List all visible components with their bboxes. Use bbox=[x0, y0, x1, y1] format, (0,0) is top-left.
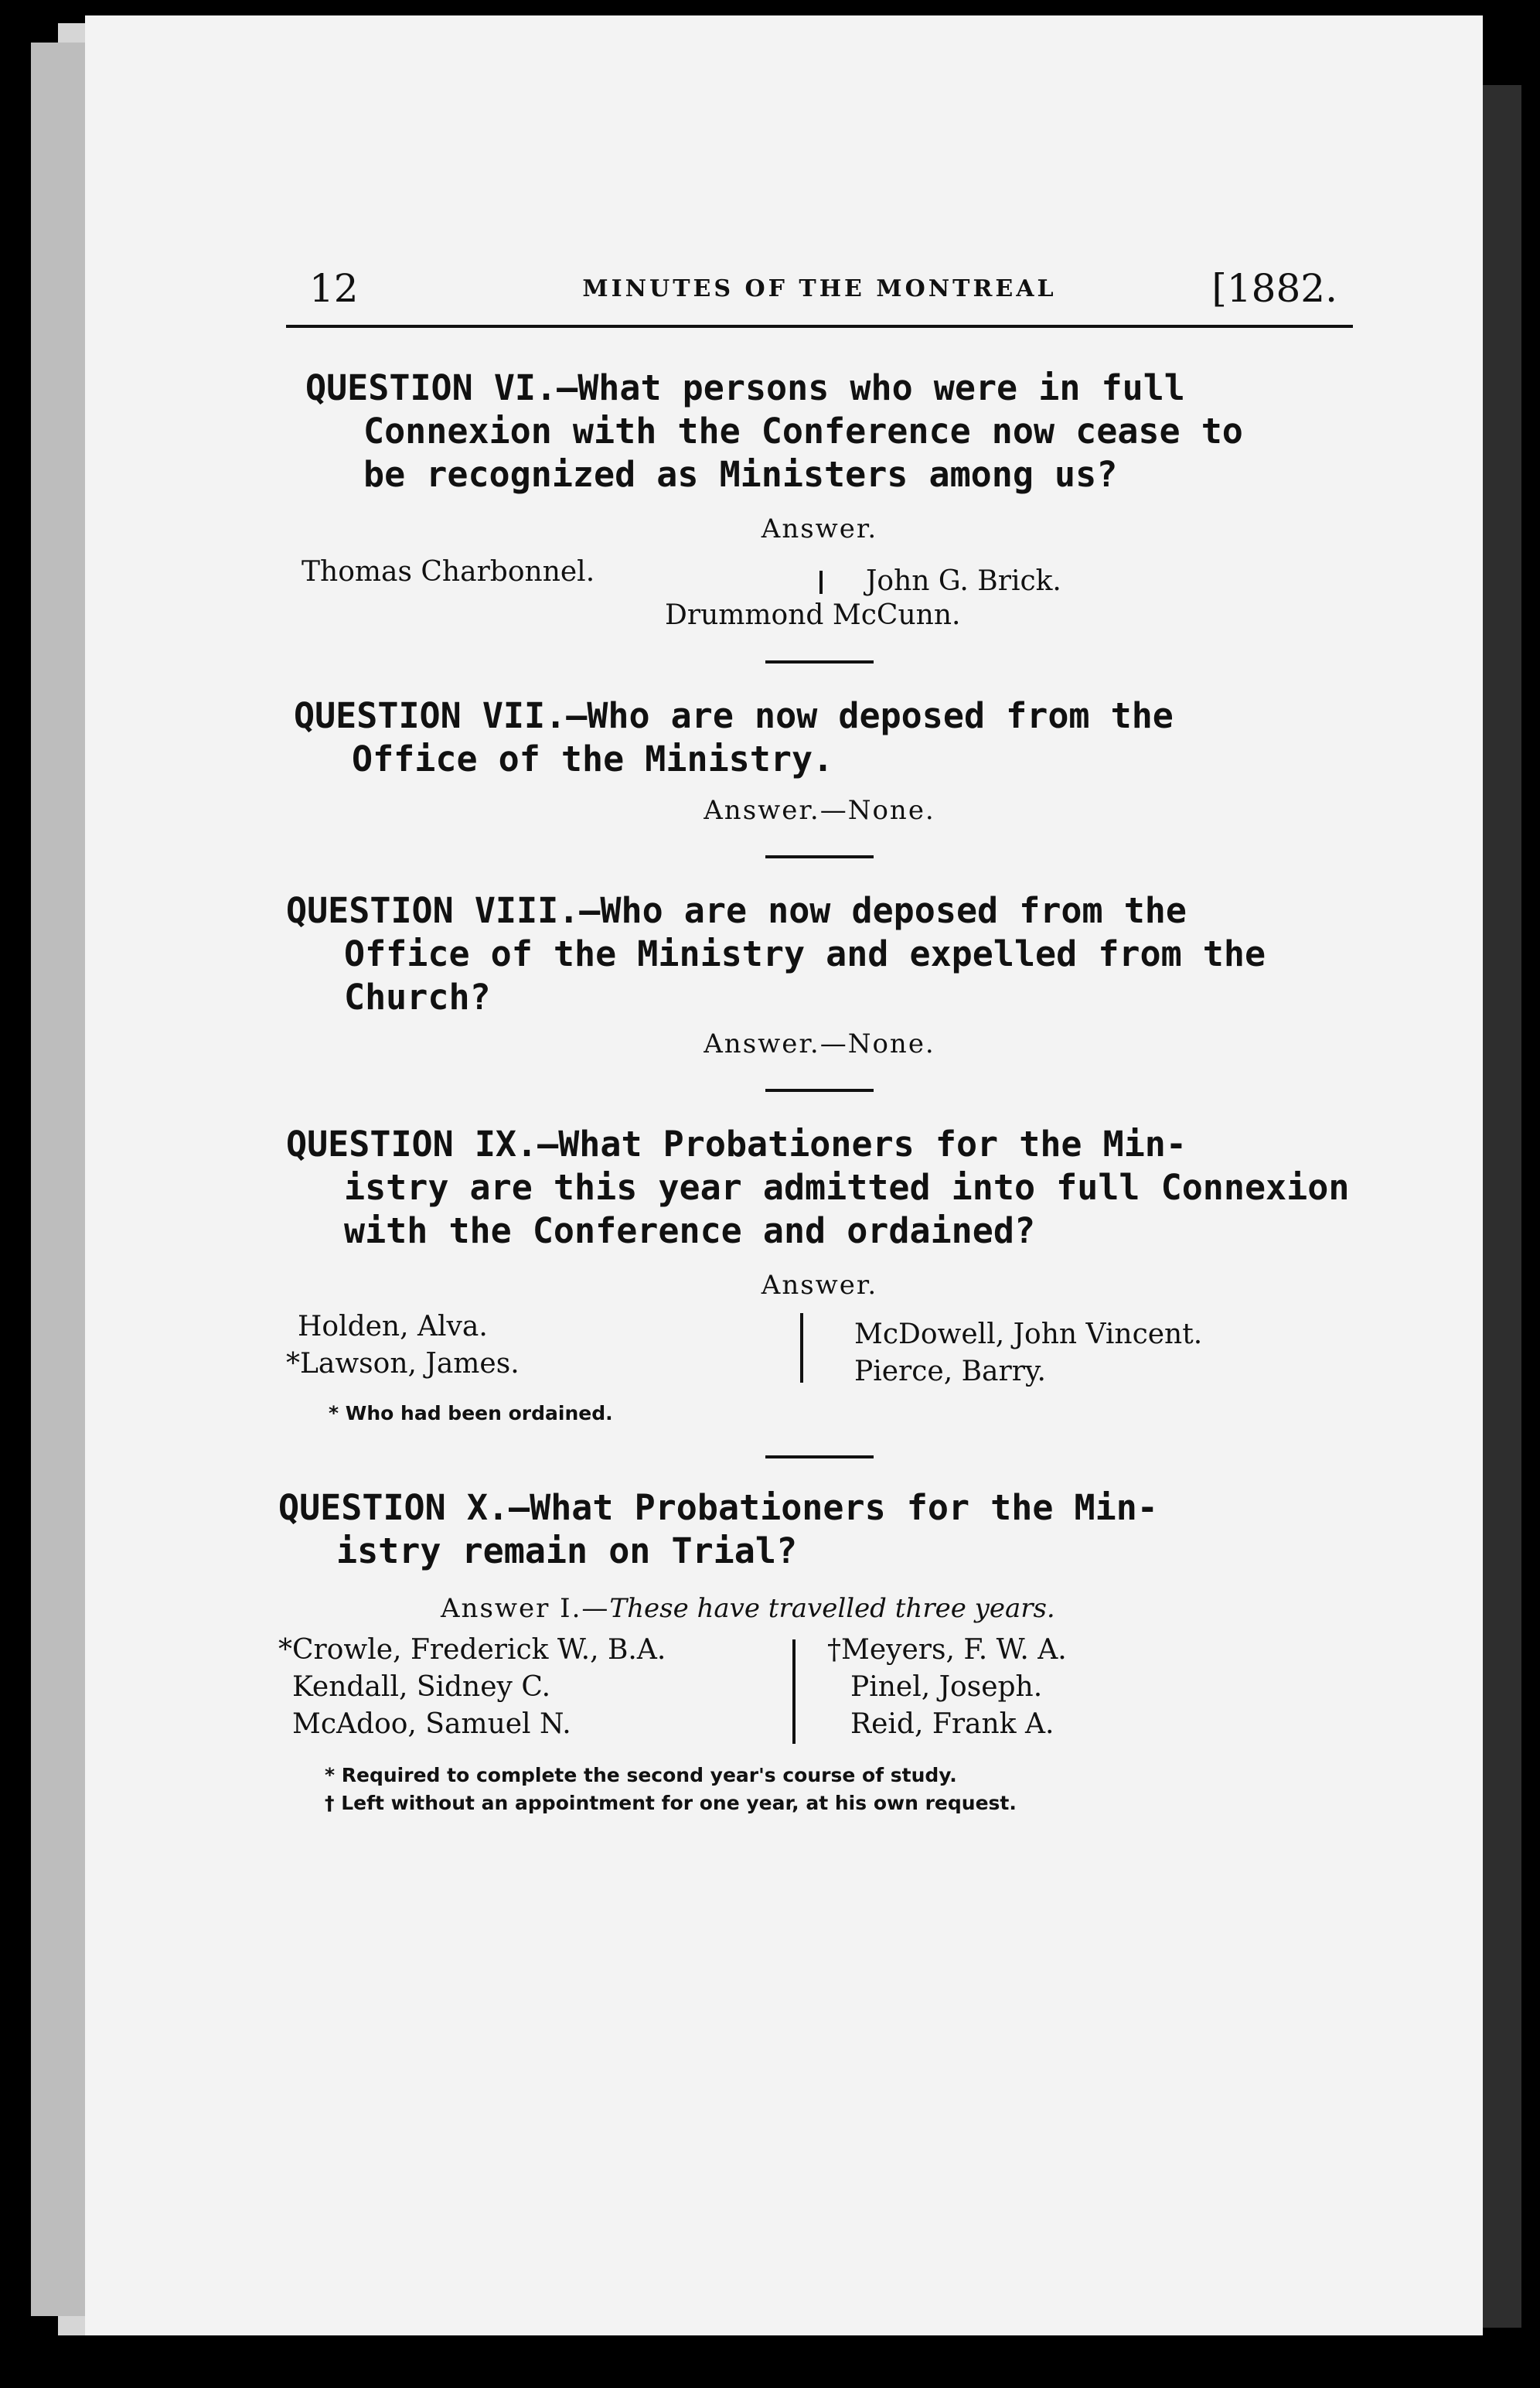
question-line: QUESTION IX.—What Probationers for the Min- bbox=[286, 1124, 1187, 1165]
answer-note: These have travelled three years. bbox=[609, 1593, 1055, 1624]
question-line: QUESTION VIII.—Who are now deposed from the bbox=[286, 890, 1187, 931]
name-right: John G. Brick. bbox=[866, 565, 1061, 597]
names-right-column bbox=[827, 1632, 1067, 1743]
names-right-column bbox=[854, 1316, 1202, 1390]
question-line: QUESTION VI.—What persons who were in full bbox=[305, 367, 1185, 408]
section-rule bbox=[765, 1455, 874, 1458]
names-left-column bbox=[286, 1308, 520, 1383]
page-number: 12 bbox=[309, 266, 359, 311]
name-entry: *Crowle, Frederick W., B.A. bbox=[278, 1634, 666, 1666]
footnote: * Required to complete the second year's course of study. bbox=[325, 1764, 957, 1786]
question-line: Office of the Ministry. bbox=[352, 739, 834, 780]
question-line: istry are this year admitted into full Connexion bbox=[344, 1167, 1350, 1208]
name-entry: Reid, Frank A. bbox=[850, 1708, 1054, 1740]
answer-heading: Answer. bbox=[761, 513, 878, 544]
running-title: MINUTES OF THE MONTREAL bbox=[582, 275, 1057, 302]
name-entry: *Lawson, James. bbox=[286, 1348, 520, 1380]
question-line: istry remain on Trial? bbox=[336, 1530, 798, 1571]
column-divider bbox=[819, 571, 823, 594]
footnote: * Who had been ordained. bbox=[329, 1402, 613, 1424]
answer-heading: Answer.—None. bbox=[704, 1029, 935, 1059]
header-year: [1882. bbox=[1211, 266, 1337, 311]
section-rule bbox=[765, 1089, 874, 1092]
answer-heading: Answer.—None. bbox=[704, 795, 935, 826]
question-line: Church? bbox=[344, 977, 491, 1018]
section-rule bbox=[765, 660, 874, 664]
question-line: be recognized as Ministers among us? bbox=[363, 454, 1118, 495]
book-spine bbox=[1483, 85, 1521, 2328]
names-left-column bbox=[278, 1632, 666, 1743]
page-content bbox=[278, 255, 1353, 1817]
footnote: † Left without an appointment for one year, at his own request. bbox=[325, 1792, 1017, 1814]
question-line: Connexion with the Conference now cease to bbox=[363, 411, 1243, 452]
name-center: Drummond McCunn. bbox=[665, 599, 961, 631]
name-entry: McDowell, John Vincent. bbox=[854, 1319, 1203, 1350]
question-6 bbox=[286, 367, 1353, 496]
question-line: QUESTION X.—What Probationers for the Min- bbox=[278, 1487, 1158, 1528]
name-entry: †Meyers, F. W. A. bbox=[827, 1634, 1067, 1666]
column-divider bbox=[800, 1313, 803, 1383]
running-header bbox=[286, 255, 1353, 328]
question-7 bbox=[286, 694, 1353, 781]
name-entry: Pierce, Barry. bbox=[854, 1356, 1046, 1387]
question-9 bbox=[286, 1123, 1353, 1253]
name-entry: Kendall, Sidney C. bbox=[292, 1671, 551, 1703]
answer-names bbox=[286, 1308, 1353, 1394]
name-entry: Pinel, Joseph. bbox=[850, 1671, 1043, 1703]
answer-label: Answer I.— bbox=[441, 1593, 610, 1624]
question-10 bbox=[278, 1486, 1353, 1573]
answer-names bbox=[278, 1632, 1353, 1755]
question-8 bbox=[286, 889, 1353, 1019]
column-divider bbox=[792, 1639, 796, 1744]
question-line: Office of the Ministry and expelled from the bbox=[344, 933, 1266, 974]
answer-names bbox=[286, 554, 1353, 639]
name-entry: Holden, Alva. bbox=[298, 1311, 488, 1342]
name-left: Thomas Charbonnel. bbox=[302, 556, 595, 588]
question-line: QUESTION VII.—Who are now deposed from the bbox=[294, 695, 1174, 736]
answer-heading: Answer. bbox=[761, 1270, 878, 1301]
section-rule bbox=[765, 855, 874, 858]
answer-heading bbox=[286, 1593, 1353, 1624]
question-line: with the Conference and ordained? bbox=[344, 1210, 1036, 1251]
name-entry: McAdoo, Samuel N. bbox=[292, 1708, 571, 1740]
